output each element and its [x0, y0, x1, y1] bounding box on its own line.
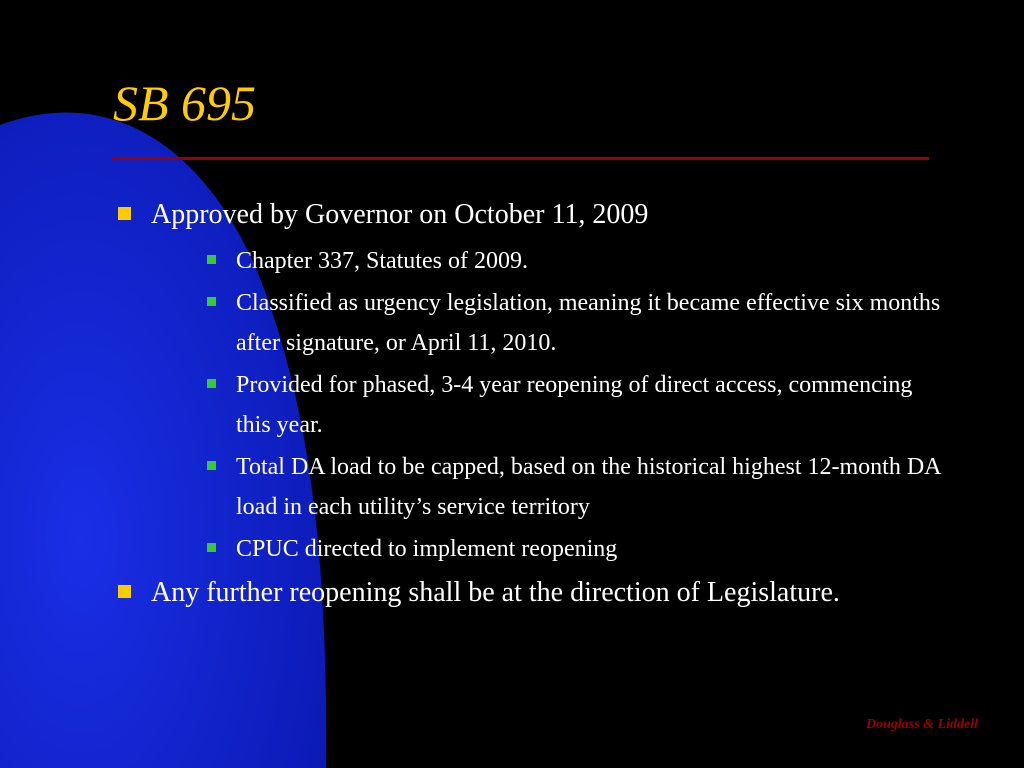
slide-title: SB 695 [113, 75, 257, 131]
sub-bullet-text: Total DA load to be capped, based on the historical highest 12-month DA load in each utility’s service territory [236, 454, 941, 520]
square-bullet-icon [118, 585, 131, 598]
sub-bullet-item [151, 241, 951, 281]
sub-bullet-item [151, 529, 951, 569]
square-bullet-icon [207, 297, 216, 306]
title-divider [112, 157, 929, 160]
footer-firm-name: Douglass & Liddell [865, 717, 978, 732]
bullet-text: Approved by Governor on October 11, 2009 [151, 199, 649, 230]
bullet-text: Any further reopening shall be at the direction of Legislature. [151, 577, 840, 608]
sub-bullet-text: Chapter 337, Statutes of 2009. [236, 248, 528, 274]
bullet-item [112, 197, 992, 569]
bullet-list [112, 197, 992, 617]
sub-bullet-list [151, 241, 951, 569]
sub-bullet-item [151, 447, 951, 527]
square-bullet-icon [207, 543, 216, 552]
square-bullet-icon [118, 207, 131, 220]
sub-bullet-item [151, 365, 951, 445]
bullet-item [112, 575, 992, 611]
square-bullet-icon [207, 255, 216, 264]
sub-bullet-text: CPUC directed to implement reopening [236, 536, 618, 562]
sub-bullet-item [151, 283, 951, 363]
square-bullet-icon [207, 379, 216, 388]
square-bullet-icon [207, 461, 216, 470]
sub-bullet-text: Classified as urgency legislation, meaning it became effective six months after signature, or April 11, 2010. [236, 290, 941, 356]
sub-bullet-text: Provided for phased, 3-4 year reopening of direct access, commencing this year. [236, 372, 913, 438]
